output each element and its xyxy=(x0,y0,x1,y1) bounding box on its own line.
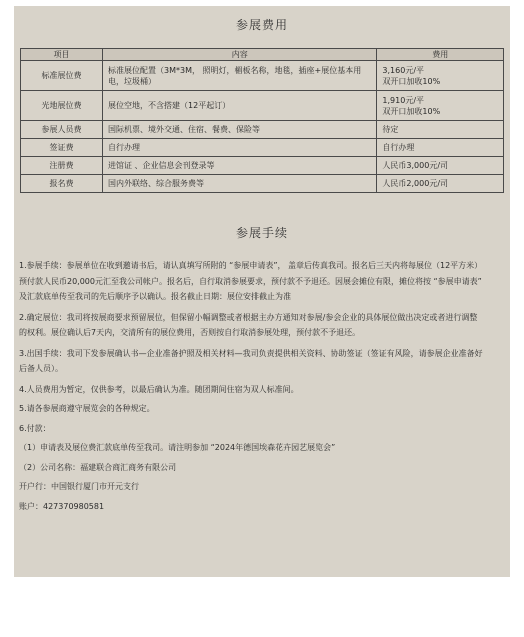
fees-table xyxy=(20,48,504,193)
row-cost: 自行办理 xyxy=(377,139,504,157)
row-content: 进馆证 、企业信息会刊登录等 xyxy=(103,157,377,175)
row-cost xyxy=(377,91,504,121)
row-content: 标准展位配置（3M*3M， 照明灯，楣板名称，地毯，插座+展位基本用电，垃圾桶） xyxy=(103,61,377,91)
row-item: 报名费 xyxy=(21,175,103,193)
cost-line: 3,160元/平 xyxy=(382,65,425,75)
payment-line: 账户：427370980581 xyxy=(19,501,105,511)
row-item: 参展人员费 xyxy=(21,121,103,139)
procedure-paragraph: 2.确定展位：我司将按展商要求预留展位，但保留小幅调整或者根据主办方通知对参展/参会企业的具体展位做出决定或者进行调整的权利。展位确认后7天内，交清所有的展位费用，否则按自行取消参展处理，预付款不予退还。 xyxy=(19,312,478,337)
row-item: 标准展位费 xyxy=(21,61,103,91)
row-content: 自行办理 xyxy=(103,139,377,157)
procedure-paragraph: 6.付款： xyxy=(19,423,51,433)
payment-line: （1）申请表及展位费汇款底单传至我司。请注明参加 “2024年德国埃森花卉园艺展览会” xyxy=(19,443,336,452)
table-row xyxy=(21,175,504,193)
header-cost: 费用 xyxy=(377,49,504,61)
table-row xyxy=(21,139,504,157)
table-row xyxy=(21,91,504,121)
row-content: 展位空地，不含搭建（12平起订） xyxy=(103,91,377,121)
row-cost: 人民币2,000元/司 xyxy=(377,175,504,193)
table-row xyxy=(21,121,504,139)
procedure-paragraph: 1.参展手续：参展单位在收到邀请书后，请认真填写所附的 “参展申请表”， 盖章后传真我司。报名后三天内将每展位（12平方米）预付款人民币20,000元汇至我公司帐户。报名后，自行取消参展要求，预付款不予退还。因展会摊位有限，摊位将按 “参展申请表” 及汇款底单传至我司的先后顺序予以确认。报名截止日期：展位安排截止为准 xyxy=(19,261,483,301)
procedure-text xyxy=(19,258,485,518)
procedure-paragraph: 3.出国手续：我司下发参展确认书—企业准备护照及相关材料—我司负责提供相关资料、协助签证（签证有风险，请参展企业准备好后备人员）。 xyxy=(19,348,483,373)
procedure-title: 参展手续 xyxy=(235,226,288,240)
table-row xyxy=(21,61,504,91)
cost-line: 双开口加收10% xyxy=(382,106,441,116)
cost-line: 双开口加收10% xyxy=(382,76,441,86)
payment-line: 开户行：中国银行厦门市开元支行 xyxy=(19,482,139,491)
procedure-paragraph: 4.人员费用为暂定，仅供参考，以最后确认为准。随团期间住宿为双人标准间。 xyxy=(19,384,299,394)
row-cost: 人民币3,000元/司 xyxy=(377,157,504,175)
table-header-row xyxy=(21,49,504,61)
row-item: 注册费 xyxy=(21,157,103,175)
row-cost: 待定 xyxy=(377,121,504,139)
table-row xyxy=(21,157,504,175)
header-content: 内容 xyxy=(103,49,377,61)
row-item: 光地展位费 xyxy=(21,91,103,121)
payment-line: （2）公司名称：福建联合商汇商务有限公司 xyxy=(19,462,177,472)
procedure-paragraph: 5.请各参展商遵守展览会的各种规定。 xyxy=(19,404,155,413)
row-content: 国内外联络、综合服务费等 xyxy=(103,175,377,193)
fees-title: 参展费用 xyxy=(235,18,288,32)
row-item: 签证费 xyxy=(21,139,103,157)
row-content: 国际机票、境外交通、住宿、餐费、保险等 xyxy=(103,121,377,139)
cost-line: 1,910元/平 xyxy=(382,95,425,105)
header-item: 项目 xyxy=(21,49,103,61)
row-cost xyxy=(377,61,504,91)
